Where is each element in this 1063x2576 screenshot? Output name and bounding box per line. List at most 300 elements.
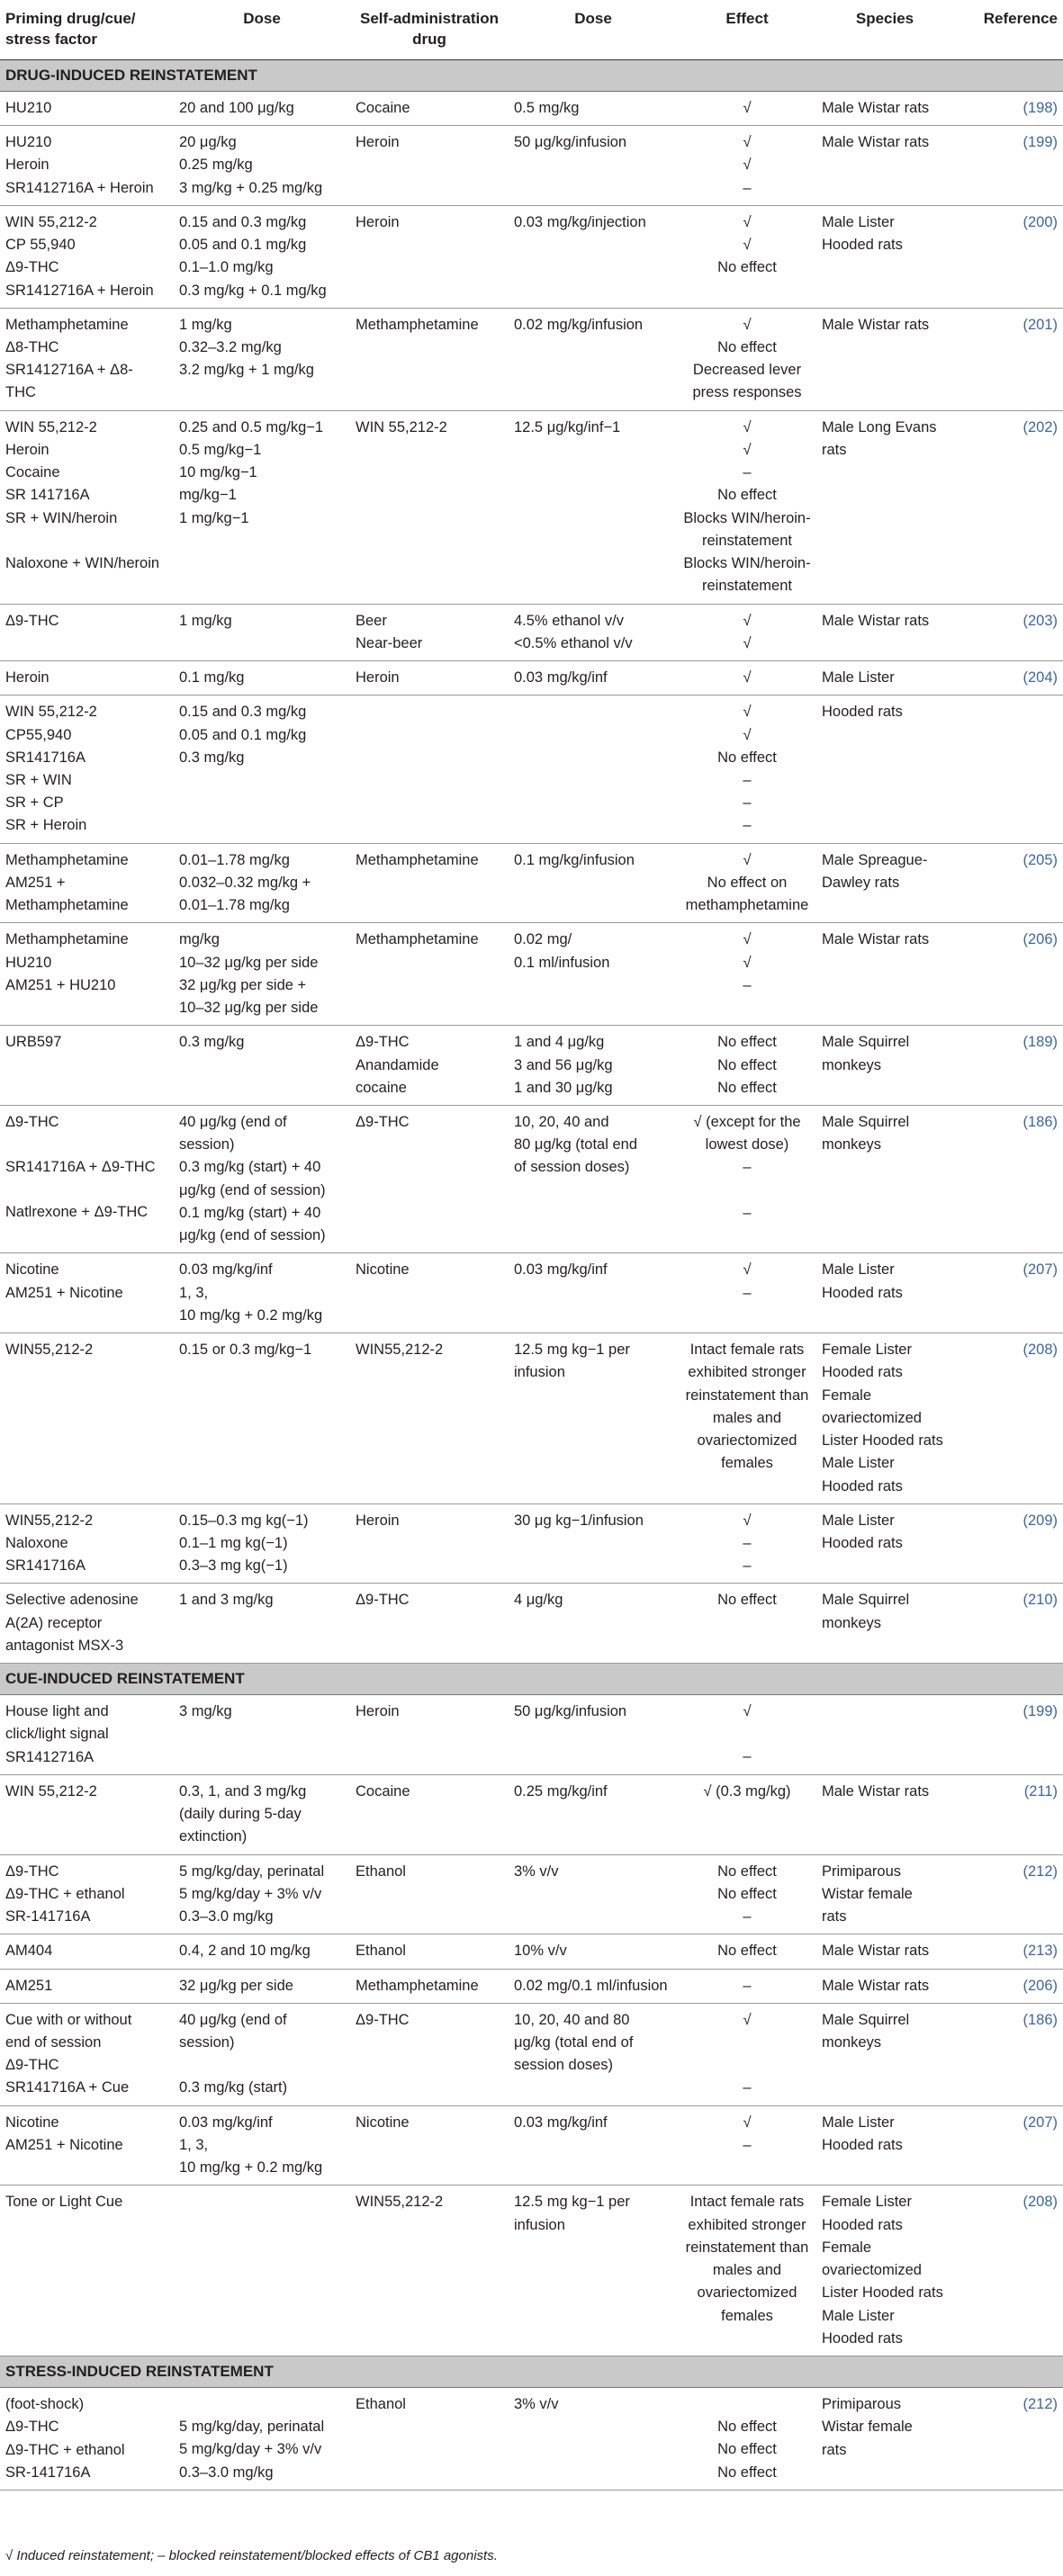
cell-dose: [174, 205, 350, 308]
cell-line: HU210: [5, 954, 52, 971]
cell-sa-dose: [509, 1695, 678, 1775]
cell-species: [816, 1106, 953, 1253]
cell-species: [816, 308, 953, 410]
reference-link[interactable]: (186): [1022, 1114, 1058, 1131]
cell-line: monkeys: [822, 1056, 882, 1073]
cell-line: –: [743, 2078, 752, 2096]
cell-line: [179, 2054, 345, 2077]
cell-self-administration-drug: [350, 1934, 509, 1969]
cell-priming-drug: [0, 1026, 174, 1106]
cell-dose: [174, 1854, 350, 1934]
reference-link[interactable]: (202): [1022, 418, 1058, 435]
cell-species: [816, 661, 953, 696]
cell-line: 0.5 mg/kg: [514, 99, 580, 116]
cell-reference: [953, 2105, 1063, 2186]
table-body: [0, 59, 1063, 2490]
cell-line: SR 141716A: [5, 487, 90, 504]
cell-priming-drug: [0, 1695, 174, 1775]
cell-line: 0.3–3.0 mg/kg: [179, 1908, 274, 1925]
cell-line: No effect: [717, 259, 777, 276]
cell-line: [683, 2032, 811, 2054]
cell-line: WIN55,212-2: [5, 1342, 94, 1359]
reference-link[interactable]: (205): [1022, 851, 1058, 868]
cell-line: Cocaine: [5, 464, 60, 481]
cell-line: 3.2 mg/kg + 1 mg/kg: [179, 362, 314, 379]
reference-link[interactable]: (200): [1022, 213, 1058, 230]
cell-self-administration-drug: [350, 126, 509, 206]
reference-link[interactable]: (210): [1022, 1592, 1058, 1609]
cell-line: Male Lister: [822, 1512, 895, 1529]
cell-line: No effect: [717, 2441, 777, 2458]
cell-self-administration-drug: [350, 410, 509, 604]
cell-line: √: [743, 157, 752, 174]
section-title: STRESS-INDUCED REINSTATEMENT: [0, 2356, 1063, 2388]
cell-line: Male Lister: [822, 2114, 895, 2131]
cell-line: Male Squirrel: [822, 2011, 910, 2028]
cell-line: reinstatement: [702, 578, 792, 595]
header-dose: Dose: [174, 0, 350, 59]
cell-line: 0.03 mg/kg/inf: [179, 2114, 273, 2131]
cell-effect: [678, 205, 816, 308]
cell-line: WIN55,212-2: [356, 1342, 444, 1359]
cell-dose: [174, 604, 350, 660]
cell-line: rats: [822, 441, 847, 458]
cell-line: Female: [822, 2239, 872, 2256]
cell-line: Heroin: [356, 1703, 400, 1720]
table-row: [0, 1934, 1063, 1969]
cell-line: WIN55,212-2: [356, 2194, 444, 2211]
cell-species: [816, 2003, 953, 2105]
cell-self-administration-drug: [350, 2003, 509, 2105]
cell-line: 0.3 mg/kg: [179, 749, 245, 766]
cell-dose: [174, 1106, 350, 1253]
cell-line: Cocaine: [356, 99, 410, 116]
cell-species: [816, 843, 953, 923]
table-row: [0, 126, 1063, 206]
cell-line: Δ9-THC: [356, 1034, 410, 1051]
cell-line: SR-141716A: [5, 2464, 91, 2481]
cell-species: [816, 604, 953, 660]
cell-line: 3 mg/kg + 0.25 mg/kg: [179, 179, 323, 196]
cell-line: 1, 3,: [179, 1284, 209, 1301]
cell-line: √: [743, 704, 752, 721]
header-species: Species: [816, 0, 953, 59]
header-reference: Reference: [953, 0, 1063, 59]
cell-priming-drug: [0, 1106, 174, 1253]
cell-dose: [174, 1503, 350, 1584]
cell-line: males and: [712, 1409, 782, 1426]
cell-line: Hooded rats: [822, 2329, 903, 2347]
cell-line: √: [743, 237, 752, 254]
table-row: [0, 2003, 1063, 2105]
cell-line: SR + WIN/heroin: [5, 509, 118, 526]
cell-line: URB597: [5, 1034, 62, 1051]
reference-link[interactable]: (208): [1022, 2194, 1058, 2211]
cell-reference: [953, 1333, 1063, 1504]
cell-reference: [953, 661, 1063, 696]
cell-line: –: [743, 1159, 752, 1176]
cell-line: 0.5 mg/kg−1: [179, 441, 262, 458]
cell-line: √: [743, 1261, 752, 1279]
cell-line: infusion: [514, 1364, 565, 1381]
cell-priming-drug: [0, 923, 174, 1026]
cell-line: 10–32 μg/kg per side: [179, 1000, 319, 1017]
cell-line: Cocaine: [356, 1782, 410, 1800]
table-footnote: √ Induced reinstatement; – blocked reinstatement/blocked effects of CB1 agonists.: [5, 2548, 498, 2563]
cell-line: 50 μg/kg/infusion: [514, 1703, 627, 1720]
cell-line: –: [743, 771, 752, 788]
cell-line: 0.32–3.2 mg/kg: [179, 338, 282, 355]
cell-line: end of session: [5, 2033, 102, 2051]
cell-dose: [174, 308, 350, 410]
cell-priming-drug: [0, 1934, 174, 1969]
cell-line: –: [743, 1748, 752, 1765]
cell-line: √: [743, 1703, 752, 1720]
cell-line: [683, 2054, 811, 2077]
cell-line: 0.15 and 0.3 mg/kg: [179, 213, 307, 230]
cell-effect: [678, 91, 816, 125]
cell-line: Female Lister: [822, 2194, 912, 2211]
cell-sa-dose: [509, 696, 678, 843]
cell-line: Δ9-THC + ethanol: [5, 1885, 125, 1902]
cell-line: reinstatement than: [685, 2239, 809, 2256]
cell-species: [816, 1253, 953, 1333]
cell-line: Male Lister: [822, 2307, 895, 2324]
cell-priming-drug: [0, 410, 174, 604]
cell-line: Heroin: [5, 441, 50, 458]
section-header: [0, 59, 1063, 91]
cell-priming-drug: [0, 843, 174, 923]
reference-link[interactable]: (203): [1022, 612, 1058, 629]
cell-sa-dose: [509, 661, 678, 696]
cell-line: ovariectomized: [822, 1409, 922, 1426]
cell-line: Hooded rats: [822, 1535, 903, 1551]
cell-line: THC: [5, 384, 36, 401]
cell-sa-dose: [509, 1854, 678, 1934]
cell-line: 5 mg/kg/day + 3% v/v: [179, 2441, 322, 2458]
table-row: [0, 1854, 1063, 1934]
cell-line: –: [743, 464, 752, 481]
cell-sa-dose: [509, 126, 678, 206]
cell-priming-drug: [0, 1333, 174, 1504]
cell-dose: [174, 2105, 350, 2186]
cell-effect: [678, 2186, 816, 2356]
table-row: [0, 604, 1063, 660]
cell-dose: [174, 1253, 350, 1333]
cell-effect: [678, 1333, 816, 1504]
header-sa-dose: Dose: [509, 0, 678, 59]
cell-line: CP55,940: [5, 726, 72, 743]
cell-reference: [953, 2186, 1063, 2356]
cell-line: AM404: [5, 1943, 53, 1960]
cell-line: 3 and 56 μg/kg: [514, 1056, 613, 1073]
cell-line: [5, 1134, 168, 1156]
cell-line: 20 and 100 μg/kg: [179, 99, 294, 116]
cell-dose: [174, 410, 350, 604]
cell-sa-dose: [509, 2186, 678, 2356]
reference-link[interactable]: (206): [1022, 1977, 1058, 1994]
cell-self-administration-drug: [350, 91, 509, 125]
cell-line: Male Lister: [822, 669, 895, 687]
cell-line: session): [179, 2033, 235, 2051]
cell-line: Δ9-THC: [356, 1592, 410, 1609]
cell-line: Methamphetamine: [5, 851, 129, 868]
cell-line: 40 μg/kg (end of: [179, 1114, 287, 1131]
reference-link[interactable]: (199): [1022, 1703, 1058, 1720]
cell-self-administration-drug: [350, 2186, 509, 2356]
cell-line: 0.03 mg/kg/inf: [514, 1261, 608, 1279]
cell-line: Male Long Evans: [822, 418, 937, 435]
cell-line: SR141716A: [5, 1557, 86, 1575]
cell-line: √: [743, 612, 752, 629]
cell-line: 0.1 mg/kg/infusion: [514, 851, 635, 868]
section-title: CUE-INDUCED REINSTATEMENT: [0, 1664, 1063, 1695]
section-title: DRUG-INDUCED REINSTATEMENT: [0, 59, 1063, 91]
cell-effect: [678, 2105, 816, 2186]
cell-line: Beer: [356, 612, 387, 629]
reference-link[interactable]: (189): [1022, 1034, 1058, 1051]
cell-dose: [174, 2186, 350, 2356]
cell-reference: [953, 1854, 1063, 1934]
reference-link[interactable]: (209): [1022, 1512, 1058, 1529]
cell-line: SR141716A + Cue: [5, 2079, 130, 2096]
reference-link[interactable]: (186): [1022, 2011, 1058, 2028]
cell-line: 12.5 μg/kg/inf−1: [514, 418, 621, 435]
cell-line: Lister Hooded rats: [822, 2284, 943, 2302]
cell-line: Hooded rats: [822, 2216, 903, 2233]
cell-line: Methamphetamine: [356, 931, 479, 948]
section-header: [0, 2356, 1063, 2388]
cell-sa-dose: [509, 205, 678, 308]
cell-dose: [174, 2003, 350, 2105]
cell-line: AM251: [5, 1977, 53, 1994]
cell-dose: [174, 1695, 350, 1775]
cell-dose: [174, 843, 350, 923]
cell-sa-dose: [509, 410, 678, 604]
cell-line: [683, 1180, 811, 1202]
table-row: [0, 923, 1063, 1026]
cell-line: females: [721, 1455, 773, 1472]
cell-priming-drug: [0, 1969, 174, 2003]
cell-line: Heroin: [5, 669, 50, 687]
cell-line: 0.3 mg/kg: [179, 1034, 245, 1051]
table-row: [0, 2186, 1063, 2356]
cell-line: Hooded rats: [822, 237, 903, 254]
cell-line: infusion: [514, 2216, 565, 2233]
cell-dose: [174, 1584, 350, 1664]
reference-link[interactable]: (207): [1022, 1261, 1058, 1279]
cell-self-administration-drug: [350, 696, 509, 843]
cell-effect: [678, 308, 816, 410]
cell-line: Intact female rats: [689, 1342, 805, 1359]
cell-line: Intact female rats: [689, 2194, 805, 2211]
cell-line: 0.03 mg/kg/injection: [514, 213, 646, 230]
cell-line: 0.02 mg/0.1 ml/infusion: [514, 1977, 668, 1994]
cell-reference: [953, 1253, 1063, 1333]
cell-sa-dose: [509, 1026, 678, 1106]
cell-species: [816, 2105, 953, 2186]
cell-line: Male Wistar rats: [822, 612, 930, 629]
cell-dose: [174, 91, 350, 125]
cell-reference: [953, 696, 1063, 843]
cell-line: of session doses): [514, 1159, 630, 1176]
cell-line: –: [743, 1977, 752, 1994]
cell-effect: [678, 2003, 816, 2105]
cell-line: Nicotine: [5, 1261, 59, 1279]
table-row: [0, 1333, 1063, 1504]
cell-priming-drug: [0, 696, 174, 843]
cell-line: 0.3 mg/kg (start) + 40: [179, 1159, 321, 1176]
reference-link[interactable]: (206): [1022, 931, 1058, 948]
cell-line: Nicotine: [5, 2114, 59, 2131]
cell-line: Selective adenosine: [5, 1592, 139, 1609]
cell-self-administration-drug: [350, 1026, 509, 1106]
cell-line: females: [721, 2307, 773, 2324]
cell-reference: [953, 308, 1063, 410]
cell-line: SR + Heroin: [5, 817, 87, 834]
cell-line: 1 mg/kg−1: [179, 509, 249, 526]
cell-line: –: [743, 794, 752, 812]
cell-self-administration-drug: [350, 205, 509, 308]
cell-effect: [678, 1854, 816, 1934]
cell-priming-drug: [0, 1503, 174, 1584]
cell-line: 10–32 μg/kg per side: [179, 954, 319, 971]
cell-effect: [678, 1969, 816, 2003]
cell-line: 0.03 mg/kg/inf: [514, 669, 608, 687]
cell-reference: [953, 604, 1063, 660]
cell-line: Male Lister: [822, 1261, 895, 1279]
cell-line: Heroin: [5, 157, 50, 174]
cell-line: 0.02 mg/kg/infusion: [514, 316, 644, 333]
reference-link[interactable]: (201): [1022, 316, 1058, 333]
cell-priming-drug: [0, 2105, 174, 2186]
cell-dose: [174, 923, 350, 1026]
cell-line: 4.5% ethanol v/v: [514, 612, 624, 629]
cell-line: μg/kg (end of session): [179, 1227, 326, 1244]
cell-line: Wistar female: [822, 2419, 913, 2436]
cell-line: Wistar female: [822, 1885, 913, 1902]
table-row: [0, 1695, 1063, 1775]
header-self-administration-drug: Self-administration drug: [350, 0, 509, 59]
cell-line: 0.3 mg/kg + 0.1 mg/kg: [179, 282, 327, 299]
cell-line: 5 mg/kg/day, perinatal: [179, 2419, 325, 2436]
cell-line: session doses): [514, 2057, 614, 2074]
cell-reference: [953, 923, 1063, 1026]
reference-link[interactable]: (208): [1022, 1342, 1058, 1359]
section-header: [0, 1664, 1063, 1695]
cell-line: Male Squirrel: [822, 1592, 910, 1609]
cell-species: [816, 1333, 953, 1504]
reference-link[interactable]: (207): [1022, 2114, 1058, 2131]
cell-effect: [678, 1253, 816, 1333]
cell-line: Methamphetamine: [5, 931, 129, 948]
cell-priming-drug: [0, 661, 174, 696]
reference-link[interactable]: (198): [1022, 99, 1058, 116]
cell-line: Δ9-THC: [5, 1114, 59, 1131]
cell-line: <0.5% ethanol v/v: [514, 634, 633, 651]
cell-line: √: [743, 316, 752, 333]
cell-line: Heroin: [356, 669, 400, 687]
cell-line: √: [743, 134, 752, 151]
cell-line: WIN 55,212-2: [5, 213, 97, 230]
cell-reference: [953, 126, 1063, 206]
cell-line: 0.05 and 0.1 mg/kg: [179, 237, 307, 254]
cell-sa-dose: [509, 923, 678, 1026]
cell-line: AM251 + Nicotine: [5, 1284, 123, 1301]
cell-dose: [174, 1934, 350, 1969]
cell-priming-drug: [0, 205, 174, 308]
table-header: [0, 0, 1063, 59]
cell-line: No effect: [717, 1862, 777, 1880]
cell-line: Male Wistar rats: [822, 931, 930, 948]
table-row: [0, 1253, 1063, 1333]
cell-sa-dose: [509, 843, 678, 923]
cell-line: No effect: [717, 1034, 777, 1051]
cell-line: Tone or Light Cue: [5, 2194, 123, 2211]
cell-line: Heroin: [356, 1512, 400, 1529]
reference-link[interactable]: (213): [1022, 1943, 1058, 1960]
table-row: [0, 1969, 1063, 2003]
reference-link[interactable]: (212): [1022, 2396, 1058, 2413]
table-row: [0, 661, 1063, 696]
cell-reference: [953, 410, 1063, 604]
cell-line: 1 and 4 μg/kg: [514, 1034, 605, 1051]
cell-dose: [174, 1774, 350, 1854]
cell-line: (daily during 5-day: [179, 1806, 302, 1823]
reference-link[interactable]: (212): [1022, 1862, 1058, 1880]
cell-priming-drug: [0, 1774, 174, 1854]
cell-line: SR1412716A + Δ8-: [5, 362, 133, 379]
cell-effect: [678, 126, 816, 206]
cell-line: 0.25 and 0.5 mg/kg−1: [179, 418, 324, 435]
cell-self-administration-drug: [350, 1253, 509, 1333]
cell-line: Hooded rats: [822, 704, 903, 721]
cell-line: 10 mg/kg + 0.2 mg/kg: [179, 1306, 323, 1324]
reference-link[interactable]: (204): [1022, 669, 1058, 687]
cell-line: Male Wistar rats: [822, 1943, 930, 1960]
cell-line: Male Wistar rats: [822, 1977, 930, 1994]
cell-line: √: [743, 213, 752, 230]
cell-line: 0.25 mg/kg: [179, 157, 253, 174]
cell-reference: [953, 1584, 1063, 1664]
cell-line: 0.01–1.78 mg/kg: [179, 897, 290, 914]
cell-effect: [678, 1584, 816, 1664]
cell-line: Hooded rats: [822, 1284, 903, 1301]
cell-self-administration-drug: [350, 1854, 509, 1934]
cell-line: HU210: [5, 99, 52, 116]
cell-effect: [678, 1934, 816, 1969]
cell-priming-drug: [0, 126, 174, 206]
cell-line: 0.1 ml/infusion: [514, 954, 610, 971]
cell-line: (foot-shock): [5, 2396, 85, 2413]
cell-line: Methamphetamine: [356, 851, 479, 868]
cell-line: Nicotine: [356, 2114, 410, 2131]
cell-line: 5 mg/kg/day + 3% v/v: [179, 1885, 322, 1902]
reference-link[interactable]: (199): [1022, 134, 1058, 151]
cell-line: SR1412716A + Heroin: [5, 282, 154, 299]
cell-line: 0.05 and 0.1 mg/kg: [179, 726, 307, 743]
cell-self-administration-drug: [350, 1695, 509, 1775]
cell-line: No effect on: [707, 874, 788, 891]
cell-line: 0.25 mg/kg/inf: [514, 1782, 608, 1800]
cell-dose: [174, 1969, 350, 2003]
cell-line: mg/kg−1: [179, 487, 237, 504]
cell-sa-dose: [509, 308, 678, 410]
cell-line: Δ9-THC: [5, 612, 59, 629]
cell-species: [816, 1854, 953, 1934]
reference-link[interactable]: (211): [1023, 1782, 1058, 1800]
cell-reference: [953, 1503, 1063, 1584]
